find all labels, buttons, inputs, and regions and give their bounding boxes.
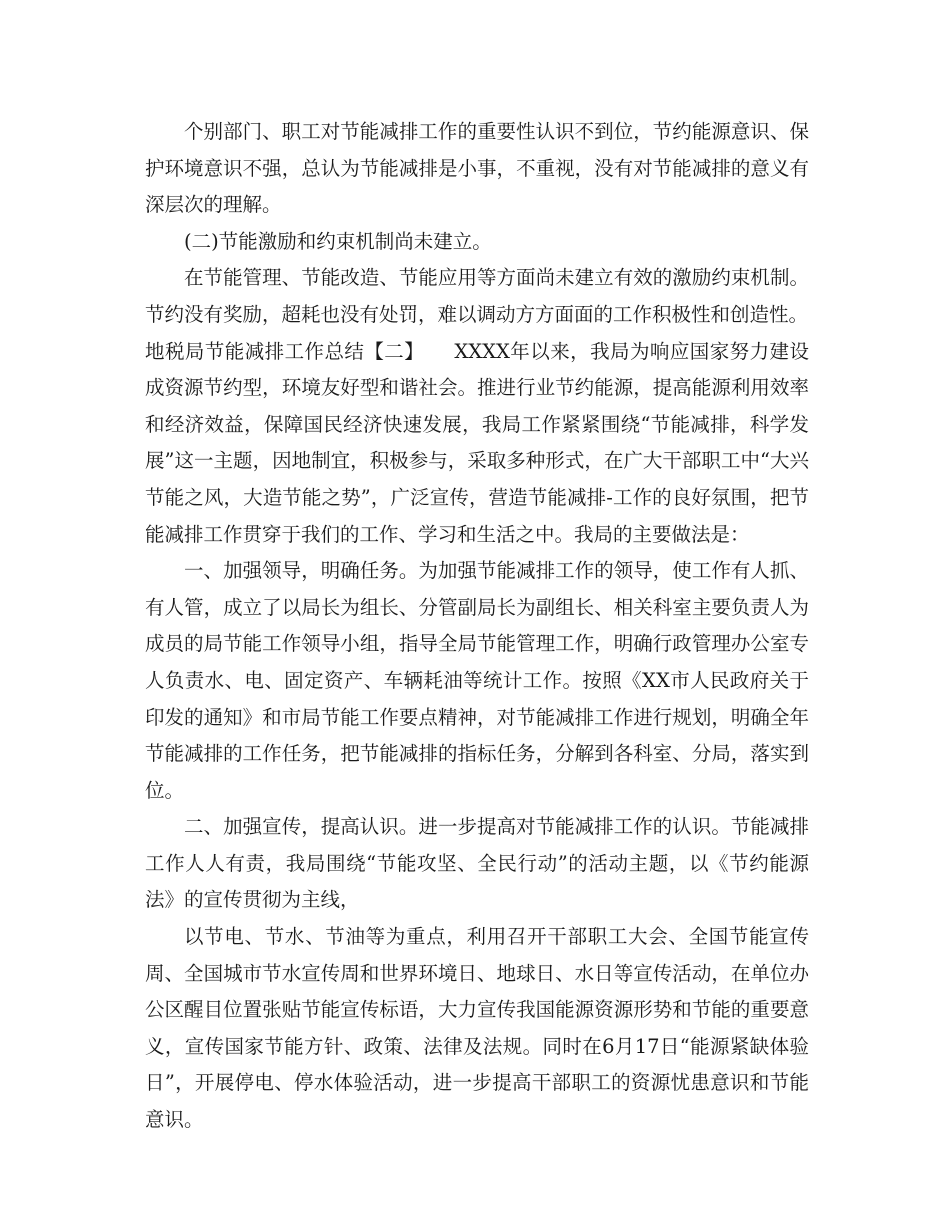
document-body — [145, 114, 809, 1139]
paragraph-summary-two-intro: 地税局节能减排工作总结【二】 XXXX年以来，我局为响应国家努力建设成资源节约型，环境友好型和谐社会。推进行业节约能源，提高能源利用效率和经济效益，保障国民经济快速发展，我局工作紧紧围绕“节能减排，科学发展”这一主题，因地制宜，积极参与，采取多种形式，在广大干部职工中“大兴节能之风，大造节能之势”，广泛宣传，营造节能减排-工作的良好氛围，把节能减排工作贯穿于我们的工作、学习和生活之中。我局的主要做法是： — [145, 339, 809, 546]
paragraph-publicity: 二、加强宣传，提高认识。进一步提高对节能减排工作的认识。节能减排工作人人有责，我局围绕“节能攻坚、全民行动”的活动主题，以《节约能源法》的宣传贯彻为主线， — [145, 815, 809, 912]
paragraph-publicity-activities: 以节电、节水、节油等为重点，利用召开干部职工大会、全国节能宣传周、全国城市节水宣传周和世界环境日、地球日、水日等宣传活动，在单位办公区醒目位置张贴节能宣传标语，大力宣传我国能源资源形势和节能的重要意义，宣传国家节能方针、政策、法律及法规。同时在6月17日“能源紧缺体验日”，开展停电、停水体验活动，进一步提高干部职工的资源忧患意识和节能意识。 — [145, 925, 809, 1132]
paragraph-awareness-issue: 个别部门、职工对节能减排工作的重要性认识不到位，节约能源意识、保护环境意识不强，总认为节能减排是小事，不重视，没有对节能减排的意义有深层次的理解。 — [145, 120, 809, 217]
paragraph-incentive-detail: 在节能管理、节能改造、节能应用等方面尚未建立有效的激励约束机制。节约没有奖励，超耗也没有处罚，难以调动方方面面的工作积极性和创造性。 — [145, 266, 809, 326]
paragraph-leadership: 一、加强领导，明确任务。为加强节能减排工作的领导，使工作有人抓、有人管，成立了以局长为组长、分管副局长为副组长、相关科室主要负责人为成员的局节能工作领导小组，指导全局节能管理工作，明确行政管理办公室专人负责水、电、固定资产、车辆耗油等统计工作。按照《XX市人民政府关于印发的通知》和市局节能工作要点精神，对节能减排工作进行规划，明确全年节能减排的工作任务，把节能减排的指标任务，分解到各科室、分局，落实到位。 — [145, 559, 809, 802]
paragraph-heading-incentive: (二)节能激励和约束机制尚未建立。 — [184, 229, 492, 253]
